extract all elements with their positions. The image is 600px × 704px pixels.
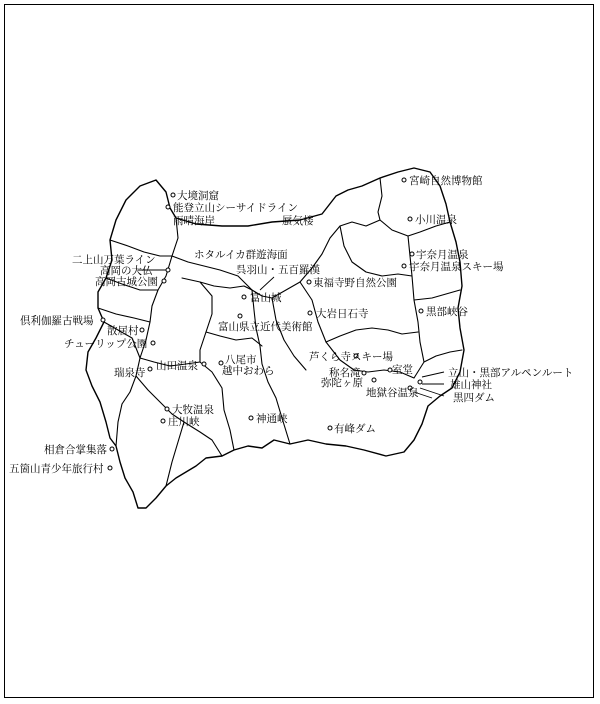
label-daibutsu: 高岡の大仏 — [100, 265, 153, 277]
label-zuisenji: 瑞泉寺 — [114, 367, 146, 379]
label-shinkiro: 蜃気楼 — [282, 215, 314, 227]
label-noto-seaside: 能登立山シーサイドライン — [173, 202, 298, 214]
label-kurodam: 黒四ダム — [453, 392, 495, 404]
label-tulip: チューリップ公園 — [64, 338, 148, 350]
marker-unazuki-ski — [402, 264, 406, 268]
label-jinzu: 神通峡 — [256, 413, 288, 425]
label-shomyo: 称名滝 — [329, 367, 361, 379]
place-labels — [9, 174, 573, 475]
marker-kindai — [238, 314, 242, 318]
marker-arimine — [328, 426, 332, 430]
label-todoroki: 東福寺野自然公園 — [313, 277, 397, 289]
label-sankyoson: 散居村 — [107, 325, 139, 337]
marker-ogawa — [408, 217, 412, 221]
marker-osakai — [171, 193, 175, 197]
marker-shogawa — [161, 419, 165, 423]
label-oyama: 雄山神社 — [450, 379, 492, 391]
marker-yamada — [202, 362, 206, 366]
marker-gokayama — [108, 466, 112, 470]
label-karatsu: 雨晴海岸 — [173, 215, 215, 227]
marker-shomyo — [362, 371, 366, 375]
label-omaki: 大牧温泉 — [172, 404, 214, 416]
leader-lines — [138, 270, 444, 398]
marker-kurikara — [101, 318, 105, 322]
label-gokayama: 五箇山青少年旅行村 — [9, 463, 104, 475]
label-kindai: 富山県立近代美術館 — [218, 321, 313, 333]
label-kurehayama: 呉羽山・五百羅漢 — [236, 264, 320, 276]
label-oiwa: 大岩日石寺 — [316, 308, 369, 320]
marker-kojo — [162, 279, 166, 283]
marker-oyama — [418, 380, 422, 384]
marker-todoroki — [307, 280, 311, 284]
marker-sankyoson — [140, 328, 144, 332]
marker-jinzu — [249, 416, 253, 420]
label-ashikura: 芦くら寺スキー場 — [309, 351, 393, 363]
marker-ainokura — [110, 447, 114, 451]
label-unazuki-ski: 宇奈月温泉スキー場 — [409, 261, 504, 273]
label-hotaruika: ホタルイカ群遊海面 — [194, 249, 288, 261]
marker-kurobe — [419, 309, 423, 313]
marker-midagahara — [372, 378, 376, 382]
label-nijo: 二上山万葉ライン — [72, 254, 156, 266]
label-arimine: 有峰ダム — [334, 423, 376, 435]
label-toyamajo: 富山城 — [250, 292, 282, 304]
marker-miyazaki — [402, 178, 406, 182]
label-unazuki: 宇奈月温泉 — [416, 249, 469, 261]
label-yatsuo: 八尾市 — [225, 354, 257, 366]
label-owara: 越中おわら — [222, 365, 275, 377]
marker-zuisenji — [148, 367, 152, 371]
label-ainokura: 相倉合掌集落 — [44, 444, 107, 456]
marker-unazuki — [410, 252, 414, 256]
label-miyazaki: 宮崎自然博物館 — [409, 175, 483, 187]
marker-tulip — [151, 341, 155, 345]
marker-toyamajo — [242, 295, 246, 299]
label-tateyama-route: 立山・黒部アルペンルート — [448, 367, 574, 379]
label-shogawa: 庄川峡 — [168, 416, 200, 428]
label-kurikara: 倶利伽羅古戦場 — [20, 315, 94, 327]
label-kurobe: 黒部峡谷 — [426, 306, 468, 318]
label-midagahara: 弥陀ヶ原 — [321, 377, 363, 389]
label-kojo: 高岡古城公園 — [95, 276, 158, 288]
label-osakai: 大境洞窟 — [177, 190, 219, 202]
label-yamada: 山田温泉 — [156, 360, 198, 372]
marker-omaki — [165, 407, 169, 411]
label-murodo: 室堂 — [392, 364, 413, 376]
label-jigokudani: 地獄谷温泉 — [366, 387, 419, 399]
label-ogawa: 小川温泉 — [415, 214, 457, 226]
marker-daibutsu — [166, 268, 170, 272]
marker-oiwa — [308, 311, 312, 315]
marker-noto-seaside — [166, 205, 170, 209]
